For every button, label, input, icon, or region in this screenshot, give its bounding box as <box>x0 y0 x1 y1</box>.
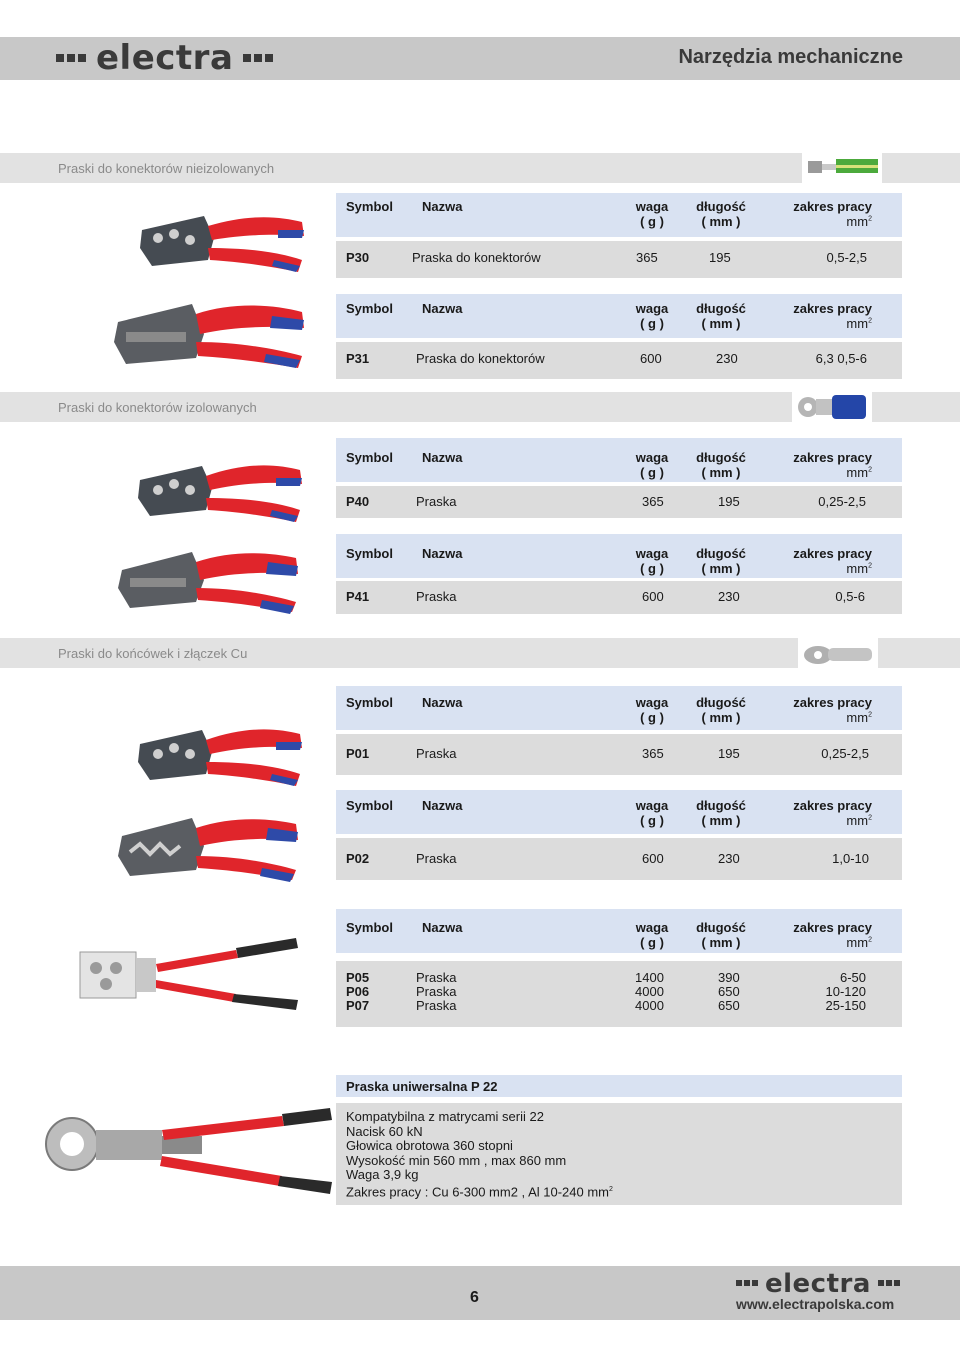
spec-line: Nacisk 60 kN <box>346 1123 423 1139</box>
header-logo: electra <box>56 38 276 78</box>
cell-symbol: P41 <box>346 589 370 604</box>
col-range: zakres pracy <box>793 546 872 561</box>
cell-range: 6,3 0,5-6 <box>815 351 867 366</box>
cell-name: Praska <box>416 851 457 866</box>
cell-range: 25-150 <box>825 998 866 1013</box>
footer-logo: electra <box>736 1269 902 1299</box>
cell-length: 230 <box>716 351 738 366</box>
spec-line: Głowica obrotowa 360 stopni <box>346 1138 513 1153</box>
section-title: Praski do konektorów nieizolowanych <box>58 161 275 176</box>
connector-thumbnail <box>802 151 882 185</box>
col-weight: waga <box>635 199 669 214</box>
table-row <box>336 970 902 984</box>
col-range-unit: $mm^2$ <box>846 214 872 229</box>
cell-length: 195 <box>718 746 740 761</box>
col-weight-unit: ( g ) <box>640 214 664 229</box>
universal-press-specs <box>336 1103 902 1205</box>
col-range: zakres pracy <box>793 301 872 316</box>
crimping-tool-image <box>116 546 302 616</box>
col-symbol: Symbol <box>346 546 393 561</box>
crimping-tool-image <box>112 298 308 372</box>
col-length: długość <box>696 695 746 710</box>
universal-press-title: Praska uniwersalna P 22 <box>346 1079 498 1094</box>
table-row <box>336 241 902 278</box>
cell-weight: 4000 <box>635 984 664 999</box>
col-length: długość <box>696 199 746 214</box>
col-name: Nazwa <box>422 546 463 561</box>
table-header <box>336 294 902 338</box>
table-row <box>336 486 902 518</box>
hydraulic-crimper-image <box>76 934 302 1014</box>
col-length: długość <box>696 301 746 316</box>
col-range-unit: $mm^2$ <box>846 710 872 725</box>
crimping-tool-image <box>136 456 306 526</box>
col-symbol: Symbol <box>346 199 393 214</box>
col-length-unit: ( mm ) <box>701 710 741 725</box>
cell-weight: 600 <box>642 589 664 604</box>
cell-range: 1,0-10 <box>832 851 869 866</box>
cell-symbol: P07 <box>346 998 370 1013</box>
cell-name: Praska <box>416 589 457 604</box>
col-range-unit: $mm^2$ <box>846 316 872 331</box>
col-name: Nazwa <box>422 695 463 710</box>
table-row <box>336 984 902 998</box>
cell-weight: 365 <box>636 250 658 265</box>
col-length-unit: ( mm ) <box>701 935 741 950</box>
cell-length: 195 <box>709 250 731 265</box>
cell-name: Praska <box>416 998 457 1013</box>
section-bar <box>0 638 960 668</box>
section-title: Praski do konektorów izolowanych <box>58 400 257 415</box>
spec-line: Zakres pracy : Cu 6-300 mm2 , Al 10-240 $mm^2$ <box>346 1183 613 1199</box>
cell-symbol: P05 <box>346 970 370 985</box>
col-range-unit: $mm^2$ <box>846 561 872 576</box>
crimping-tool-image <box>138 208 308 278</box>
cell-weight: 600 <box>642 851 664 866</box>
cell-weight: 600 <box>640 351 662 366</box>
cable-lug-thumbnail <box>798 636 878 670</box>
table-header <box>336 438 902 482</box>
cell-length: 195 <box>718 494 740 509</box>
col-weight: waga <box>635 798 669 813</box>
spec-line: Wysokość min 560 mm , max 860 mm <box>346 1152 567 1168</box>
cell-symbol: P30 <box>346 250 370 265</box>
col-weight-unit: ( g ) <box>640 935 664 950</box>
cell-name: Praska <box>416 984 457 999</box>
cell-name: Praska <box>416 494 457 509</box>
cell-range: 6-50 <box>839 970 866 985</box>
cell-symbol: P06 <box>346 984 370 999</box>
cell-name: Praska do konektorów <box>416 351 545 366</box>
col-symbol: Symbol <box>346 920 393 935</box>
cell-name: Praska do konektorów <box>412 250 541 265</box>
col-symbol: Symbol <box>346 695 393 710</box>
col-symbol: Symbol <box>346 798 393 813</box>
page-number: 6 <box>470 1289 479 1306</box>
cell-length: 230 <box>718 589 740 604</box>
col-range: zakres pracy <box>793 695 872 710</box>
col-length: długość <box>696 798 746 813</box>
cell-range: 0,5-2,5 <box>826 250 867 265</box>
col-weight-unit: ( g ) <box>640 710 664 725</box>
col-name: Nazwa <box>422 199 463 214</box>
col-length-unit: ( mm ) <box>701 316 741 331</box>
section-title: Praski do końcówek i złączek Cu <box>58 646 248 661</box>
cell-length: 230 <box>718 851 740 866</box>
footer-url[interactable]: www.electrapolska.com <box>736 1296 895 1312</box>
page-title: Narzędzia mechaniczne <box>678 46 903 68</box>
table-row <box>336 998 902 1012</box>
cell-weight: 365 <box>642 494 664 509</box>
col-name: Nazwa <box>422 301 463 316</box>
table-row <box>336 734 902 775</box>
col-range: zakres pracy <box>793 199 872 214</box>
table-header <box>336 193 902 237</box>
col-weight: waga <box>635 301 669 316</box>
cell-range: 0,25-2,5 <box>818 494 866 509</box>
col-name: Nazwa <box>422 920 463 935</box>
col-weight-unit: ( g ) <box>640 813 664 828</box>
col-length-unit: ( mm ) <box>701 214 741 229</box>
col-weight: waga <box>635 450 669 465</box>
crimping-tool-image <box>116 812 302 886</box>
col-range-unit: $mm^2$ <box>846 465 872 480</box>
cell-length: 390 <box>718 970 740 985</box>
spec-line: Waga 3,9 kg <box>346 1167 419 1182</box>
cell-symbol: P02 <box>346 851 370 866</box>
col-length: długość <box>696 450 746 465</box>
table-body <box>336 961 902 1027</box>
cell-length: 650 <box>718 998 740 1013</box>
table-row <box>336 838 902 880</box>
col-weight-unit: ( g ) <box>640 316 664 331</box>
universal-press-header <box>336 1075 902 1097</box>
table-row <box>336 342 902 379</box>
col-range-unit: $mm^2$ <box>846 935 872 950</box>
col-weight: waga <box>635 920 669 935</box>
table-header <box>336 790 902 834</box>
cell-symbol: P40 <box>346 494 370 509</box>
col-range: zakres pracy <box>793 798 872 813</box>
table-header <box>336 534 902 578</box>
col-weight: waga <box>635 546 669 561</box>
col-length: długość <box>696 920 746 935</box>
cell-weight: 365 <box>642 746 664 761</box>
col-name: Nazwa <box>422 450 463 465</box>
cell-symbol: P01 <box>346 746 370 761</box>
table-header <box>336 909 902 953</box>
col-weight: waga <box>635 695 669 710</box>
col-length-unit: ( mm ) <box>701 813 741 828</box>
cell-name: Praska <box>416 746 457 761</box>
col-symbol: Symbol <box>346 301 393 316</box>
col-weight-unit: ( g ) <box>640 465 664 480</box>
col-name: Nazwa <box>422 798 463 813</box>
cell-range: 10-120 <box>825 984 866 999</box>
crimping-tool-image <box>136 720 306 790</box>
table-row <box>336 581 902 614</box>
cell-weight: 1400 <box>635 970 664 985</box>
col-length-unit: ( mm ) <box>701 465 741 480</box>
cell-name: Praska <box>416 970 457 985</box>
col-range: zakres pracy <box>793 920 872 935</box>
section-bar <box>0 392 960 422</box>
col-range: zakres pracy <box>793 450 872 465</box>
col-symbol: Symbol <box>346 450 393 465</box>
section-bar <box>0 153 960 183</box>
col-length-unit: ( mm ) <box>701 561 741 576</box>
col-weight-unit: ( g ) <box>640 561 664 576</box>
cell-symbol: P31 <box>346 351 370 366</box>
col-length: długość <box>696 546 746 561</box>
col-range-unit: $mm^2$ <box>846 813 872 828</box>
cell-weight: 4000 <box>635 998 664 1013</box>
spec-line: Kompatybilna z matrycami serii 22 <box>346 1109 544 1124</box>
universal-press-image <box>42 1106 334 1198</box>
cell-length: 650 <box>718 984 740 999</box>
table-header <box>336 686 902 730</box>
cell-range: 0,5-6 <box>835 589 865 604</box>
connector-thumbnail <box>792 390 872 424</box>
cell-range: 0,25-2,5 <box>821 746 869 761</box>
